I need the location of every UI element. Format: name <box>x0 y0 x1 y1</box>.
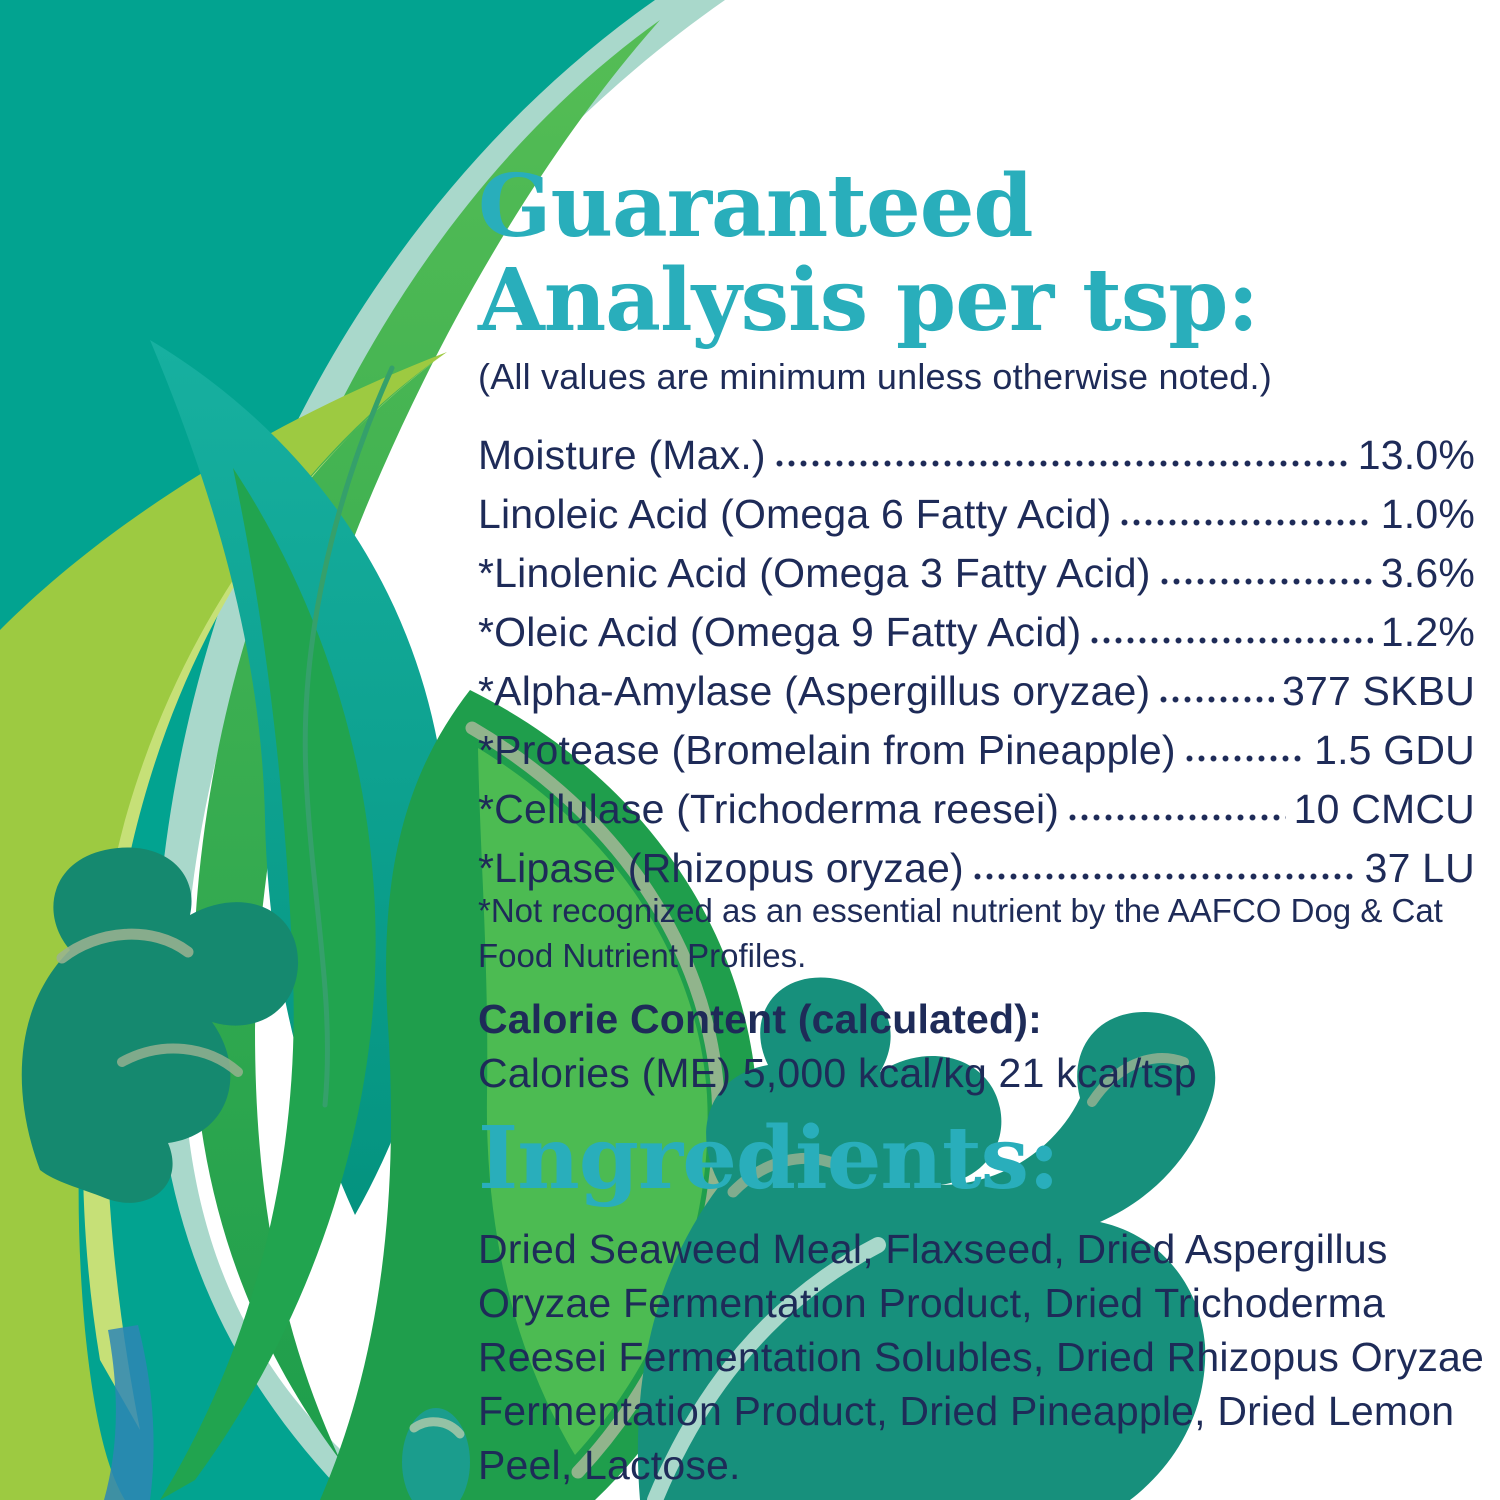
analysis-row-value: 1.5 GDU <box>1314 726 1475 773</box>
analysis-row-value: 37 LU <box>1364 844 1475 891</box>
analysis-row-label: *Alpha-Amylase (Aspergillus oryzae) <box>478 667 1151 714</box>
analysis-row <box>478 656 1475 715</box>
aafco-footnote <box>478 888 1488 978</box>
analysis-row-value: 377 SKBU <box>1281 667 1475 714</box>
heading-line-2: Analysis per tsp: <box>478 250 1259 351</box>
analysis-row <box>478 597 1475 656</box>
analysis-row-value: 10 CMCU <box>1293 785 1475 832</box>
analysis-row <box>478 715 1475 774</box>
analysis-row-value: 1.0% <box>1380 490 1475 537</box>
analysis-row-label: *Protease (Bromelain from Pineapple) <box>478 726 1176 773</box>
analysis-row-label: Moisture (Max.) <box>478 431 766 478</box>
analysis-row <box>478 420 1475 479</box>
analysis-row <box>478 538 1475 597</box>
dotted-leader <box>1161 578 1373 585</box>
dotted-leader <box>1160 696 1274 703</box>
footnote-line-1: *Not recognized as an essential nutrient by the AAFCO Dog & Cat <box>478 892 1443 929</box>
dotted-leader <box>1121 519 1372 526</box>
calorie-content-heading: Calorie Content (calculated): <box>478 996 1042 1042</box>
footnote-line-2: Food Nutrient Profiles. <box>478 937 807 974</box>
calorie-content-value: Calories (ME) 5,000 kcal/kg 21 kcal/tsp <box>478 1050 1197 1096</box>
analysis-row-label: *Lipase (Rhizopus oryzae) <box>478 844 964 891</box>
analysis-row-label: *Linolenic Acid (Omega 3 Fatty Acid) <box>478 549 1151 596</box>
ingredients-list: Dried Seaweed Meal, Flaxseed, Dried Aspergillus Oryzae Fermentation Product, Dried Trichoderma Reesei Fermentation Solubles, Dried Rhizopus Oryzae Fermentation Product, Dried Pineapple, Dried Lemon Peel, Lactose. <box>478 1226 1485 1488</box>
guaranteed-analysis-heading <box>478 156 1478 351</box>
analysis-row <box>478 479 1475 538</box>
analysis-row-value: 3.6% <box>1380 549 1475 596</box>
analysis-subtitle: (All values are minimum unless otherwise noted.) <box>478 356 1272 397</box>
analysis-row-label: *Oleic Acid (Omega 9 Fatty Acid) <box>478 608 1082 655</box>
analysis-row-value: 1.2% <box>1380 608 1475 655</box>
analysis-row-label: *Cellulase (Trichoderma reesei) <box>478 785 1060 832</box>
dotted-leader <box>1069 814 1285 821</box>
heading-line-1: Guaranteed <box>478 156 1033 257</box>
dotted-leader <box>1091 637 1372 644</box>
analysis-row <box>478 833 1475 892</box>
dotted-leader <box>1186 755 1306 762</box>
analysis-row-value: 13.0% <box>1357 431 1475 478</box>
analysis-row-label: Linoleic Acid (Omega 6 Fatty Acid) <box>478 490 1112 537</box>
analysis-table <box>478 420 1475 892</box>
dotted-leader <box>974 873 1357 880</box>
analysis-row <box>478 774 1475 833</box>
ingredients-heading: Ingredients: <box>478 1108 1059 1209</box>
dotted-leader <box>776 460 1350 467</box>
